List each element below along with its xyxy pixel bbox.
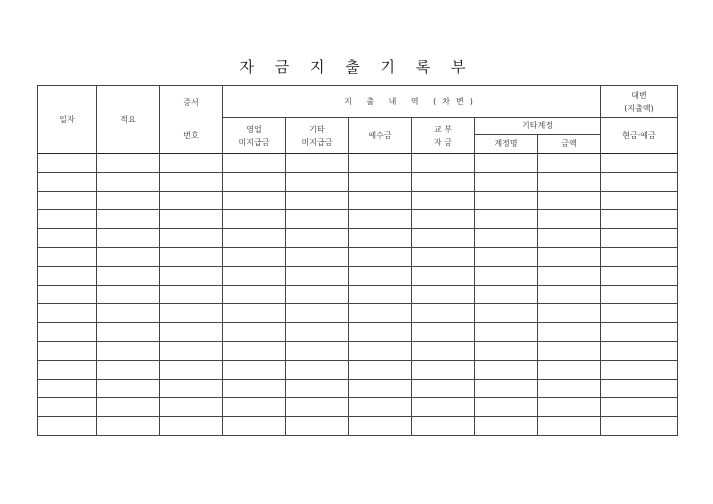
table-cell[interactable] xyxy=(97,266,160,285)
header-other-accounts-label: 기타계정 xyxy=(475,118,600,135)
table-cell[interactable] xyxy=(412,304,475,323)
table-cell[interactable] xyxy=(97,379,160,398)
table-cell[interactable] xyxy=(38,398,97,417)
header-expense-detail: 지 출 내 역 (차변) xyxy=(223,86,601,118)
table-cell[interactable] xyxy=(412,398,475,417)
table-cell[interactable] xyxy=(601,229,678,248)
table-cell[interactable] xyxy=(223,266,286,285)
header-credit xyxy=(601,86,678,118)
table-cell[interactable] xyxy=(475,417,538,436)
table-row xyxy=(38,247,678,266)
header-exchange-line2: 자 금 xyxy=(434,137,452,147)
table-cell[interactable] xyxy=(160,210,223,229)
table-cell[interactable] xyxy=(538,266,601,285)
table-cell[interactable] xyxy=(475,398,538,417)
table-cell[interactable] xyxy=(97,154,160,173)
table-cell[interactable] xyxy=(475,304,538,323)
table-row xyxy=(38,379,678,398)
table-cell[interactable] xyxy=(97,285,160,304)
header-credit-line2: (지출액) xyxy=(624,103,654,113)
table-cell[interactable] xyxy=(38,172,97,191)
table-cell[interactable] xyxy=(412,379,475,398)
table-row xyxy=(38,172,678,191)
table-cell[interactable] xyxy=(475,172,538,191)
table-cell[interactable] xyxy=(601,360,678,379)
table-cell[interactable] xyxy=(97,417,160,436)
header-other-payable-line1: 기타 xyxy=(309,124,325,134)
table-cell[interactable] xyxy=(286,285,349,304)
table-cell[interactable] xyxy=(286,360,349,379)
header-exchange-funds xyxy=(412,118,475,154)
table-cell[interactable] xyxy=(38,360,97,379)
table-cell[interactable] xyxy=(286,172,349,191)
table-cell[interactable] xyxy=(412,323,475,342)
table-cell[interactable] xyxy=(160,266,223,285)
table-row xyxy=(38,323,678,342)
table-cell[interactable] xyxy=(601,172,678,191)
table-cell[interactable] xyxy=(223,247,286,266)
table-cell[interactable] xyxy=(349,379,412,398)
table-cell[interactable] xyxy=(412,229,475,248)
table-cell[interactable] xyxy=(349,247,412,266)
table-cell[interactable] xyxy=(38,210,97,229)
header-summary: 적요 xyxy=(97,86,160,154)
table-cell[interactable] xyxy=(349,172,412,191)
table-cell[interactable] xyxy=(538,247,601,266)
expense-ledger-table xyxy=(37,85,678,436)
table-cell[interactable] xyxy=(475,247,538,266)
table-cell[interactable] xyxy=(601,247,678,266)
table-cell[interactable] xyxy=(160,417,223,436)
table-row xyxy=(38,154,678,173)
table-cell[interactable] xyxy=(538,285,601,304)
table-cell[interactable] xyxy=(160,172,223,191)
table-cell[interactable] xyxy=(412,341,475,360)
table-cell[interactable] xyxy=(223,210,286,229)
header-cash-deposit: 현금·예금 xyxy=(601,118,678,154)
table-cell[interactable] xyxy=(412,266,475,285)
header-operating-payable-line1: 영업 xyxy=(246,124,262,134)
header-number-label: 번호 xyxy=(183,130,199,140)
page-title: 자 금 지 출 기 록 부 xyxy=(239,58,474,76)
table-cell[interactable] xyxy=(160,229,223,248)
table-cell[interactable] xyxy=(160,191,223,210)
table-cell[interactable] xyxy=(538,154,601,173)
table-cell[interactable] xyxy=(223,154,286,173)
table-cell[interactable] xyxy=(412,154,475,173)
table-cell[interactable] xyxy=(538,341,601,360)
table-cell[interactable] xyxy=(475,341,538,360)
table-cell[interactable] xyxy=(412,417,475,436)
table-cell[interactable] xyxy=(223,323,286,342)
table-row xyxy=(38,398,678,417)
table-row xyxy=(38,417,678,436)
table-cell[interactable] xyxy=(349,266,412,285)
table-cell[interactable] xyxy=(601,417,678,436)
table-cell[interactable] xyxy=(160,398,223,417)
table-cell[interactable] xyxy=(97,323,160,342)
table-cell[interactable] xyxy=(538,191,601,210)
table-cell[interactable] xyxy=(160,304,223,323)
table-cell[interactable] xyxy=(412,247,475,266)
table-cell[interactable] xyxy=(286,266,349,285)
table-cell[interactable] xyxy=(223,304,286,323)
table-cell[interactable] xyxy=(475,191,538,210)
table-cell[interactable] xyxy=(349,210,412,229)
table-cell[interactable] xyxy=(160,323,223,342)
table-cell[interactable] xyxy=(601,266,678,285)
table-cell[interactable] xyxy=(38,285,97,304)
header-other-payable xyxy=(286,118,349,154)
table-cell[interactable] xyxy=(286,191,349,210)
table-row xyxy=(38,191,678,210)
table-cell[interactable] xyxy=(349,229,412,248)
table-cell[interactable] xyxy=(286,304,349,323)
header-operating-payable xyxy=(223,118,286,154)
table-cell[interactable] xyxy=(38,341,97,360)
table-cell[interactable] xyxy=(538,398,601,417)
table-cell[interactable] xyxy=(286,210,349,229)
table-cell[interactable] xyxy=(538,379,601,398)
table-cell[interactable] xyxy=(38,417,97,436)
table-cell[interactable] xyxy=(601,398,678,417)
table-cell[interactable] xyxy=(412,285,475,304)
table-cell[interactable] xyxy=(223,191,286,210)
table-row xyxy=(38,341,678,360)
table-row xyxy=(38,360,678,379)
table-cell[interactable] xyxy=(38,266,97,285)
table-cell[interactable] xyxy=(475,229,538,248)
table-cell[interactable] xyxy=(223,398,286,417)
header-amount: 금액 xyxy=(561,139,577,148)
table-cell[interactable] xyxy=(38,379,97,398)
table-cell[interactable] xyxy=(97,229,160,248)
table-cell[interactable] xyxy=(223,229,286,248)
table-cell[interactable] xyxy=(38,229,97,248)
table-cell[interactable] xyxy=(601,341,678,360)
table-cell[interactable] xyxy=(160,379,223,398)
header-account-name: 계정명 xyxy=(475,135,538,153)
table-cell[interactable] xyxy=(538,360,601,379)
header-other-accounts xyxy=(475,118,601,154)
table-cell[interactable] xyxy=(286,398,349,417)
table-cell[interactable] xyxy=(538,210,601,229)
table-cell[interactable] xyxy=(475,154,538,173)
table-cell[interactable] xyxy=(538,304,601,323)
table-cell[interactable] xyxy=(97,247,160,266)
table-cell[interactable] xyxy=(349,304,412,323)
table-cell[interactable] xyxy=(97,191,160,210)
table-cell[interactable] xyxy=(223,285,286,304)
table-cell[interactable] xyxy=(349,341,412,360)
table-cell[interactable] xyxy=(538,229,601,248)
table-cell[interactable] xyxy=(475,379,538,398)
table-cell[interactable] xyxy=(223,360,286,379)
table-cell[interactable] xyxy=(38,191,97,210)
header-operating-payable-line2: 미지급금 xyxy=(238,137,270,147)
header-credit-line1: 대변 xyxy=(631,90,647,100)
table-cell[interactable] xyxy=(412,191,475,210)
table-cell[interactable] xyxy=(97,398,160,417)
header-other-payable-line2: 미지급금 xyxy=(301,137,333,147)
table-cell[interactable] xyxy=(223,417,286,436)
table-cell[interactable] xyxy=(475,323,538,342)
table-cell[interactable] xyxy=(286,379,349,398)
table-cell[interactable] xyxy=(601,304,678,323)
table-cell[interactable] xyxy=(475,285,538,304)
table-cell[interactable] xyxy=(412,210,475,229)
table-cell[interactable] xyxy=(286,417,349,436)
table-cell[interactable] xyxy=(97,341,160,360)
table-cell[interactable] xyxy=(286,247,349,266)
header-exchange-line1: 교 부 xyxy=(434,124,452,134)
table-cell[interactable] xyxy=(475,210,538,229)
table-cell[interactable] xyxy=(223,379,286,398)
table-cell[interactable] xyxy=(286,323,349,342)
table-cell[interactable] xyxy=(349,285,412,304)
table-cell[interactable] xyxy=(601,323,678,342)
table-cell[interactable] xyxy=(160,360,223,379)
header-voucher-number xyxy=(160,86,223,154)
header-date: 일자 xyxy=(38,86,97,154)
header-voucher-label: 증서 xyxy=(183,97,199,107)
table-cell[interactable] xyxy=(538,172,601,191)
header-deposits: 예수금 xyxy=(349,118,412,154)
table-cell[interactable] xyxy=(349,360,412,379)
table-cell[interactable] xyxy=(538,417,601,436)
table-cell[interactable] xyxy=(160,285,223,304)
table-cell[interactable] xyxy=(286,341,349,360)
table-cell[interactable] xyxy=(475,266,538,285)
table-cell[interactable] xyxy=(538,323,601,342)
table-cell[interactable] xyxy=(601,285,678,304)
table-cell[interactable] xyxy=(38,304,97,323)
table-cell[interactable] xyxy=(97,172,160,191)
table-cell[interactable] xyxy=(475,360,538,379)
table-cell[interactable] xyxy=(38,247,97,266)
table-row xyxy=(38,304,678,323)
table-cell[interactable] xyxy=(160,247,223,266)
table-cell[interactable] xyxy=(349,154,412,173)
table-cell[interactable] xyxy=(349,323,412,342)
table-cell[interactable] xyxy=(349,191,412,210)
table-cell[interactable] xyxy=(412,172,475,191)
table-cell[interactable] xyxy=(286,229,349,248)
table-cell[interactable] xyxy=(97,210,160,229)
table-row xyxy=(38,210,678,229)
table-cell[interactable] xyxy=(38,154,97,173)
table-cell[interactable] xyxy=(160,341,223,360)
table-cell[interactable] xyxy=(349,417,412,436)
table-cell[interactable] xyxy=(349,398,412,417)
table-cell[interactable] xyxy=(97,304,160,323)
table-cell[interactable] xyxy=(223,172,286,191)
table-cell[interactable] xyxy=(601,379,678,398)
table-cell[interactable] xyxy=(38,323,97,342)
table-cell[interactable] xyxy=(601,210,678,229)
table-row xyxy=(38,266,678,285)
table-cell[interactable] xyxy=(223,341,286,360)
table-cell[interactable] xyxy=(601,154,678,173)
table-cell[interactable] xyxy=(601,191,678,210)
table-row xyxy=(38,285,678,304)
table-cell[interactable] xyxy=(97,360,160,379)
table-cell[interactable] xyxy=(286,154,349,173)
table-cell[interactable] xyxy=(412,360,475,379)
table-row xyxy=(38,229,678,248)
table-cell[interactable] xyxy=(160,154,223,173)
